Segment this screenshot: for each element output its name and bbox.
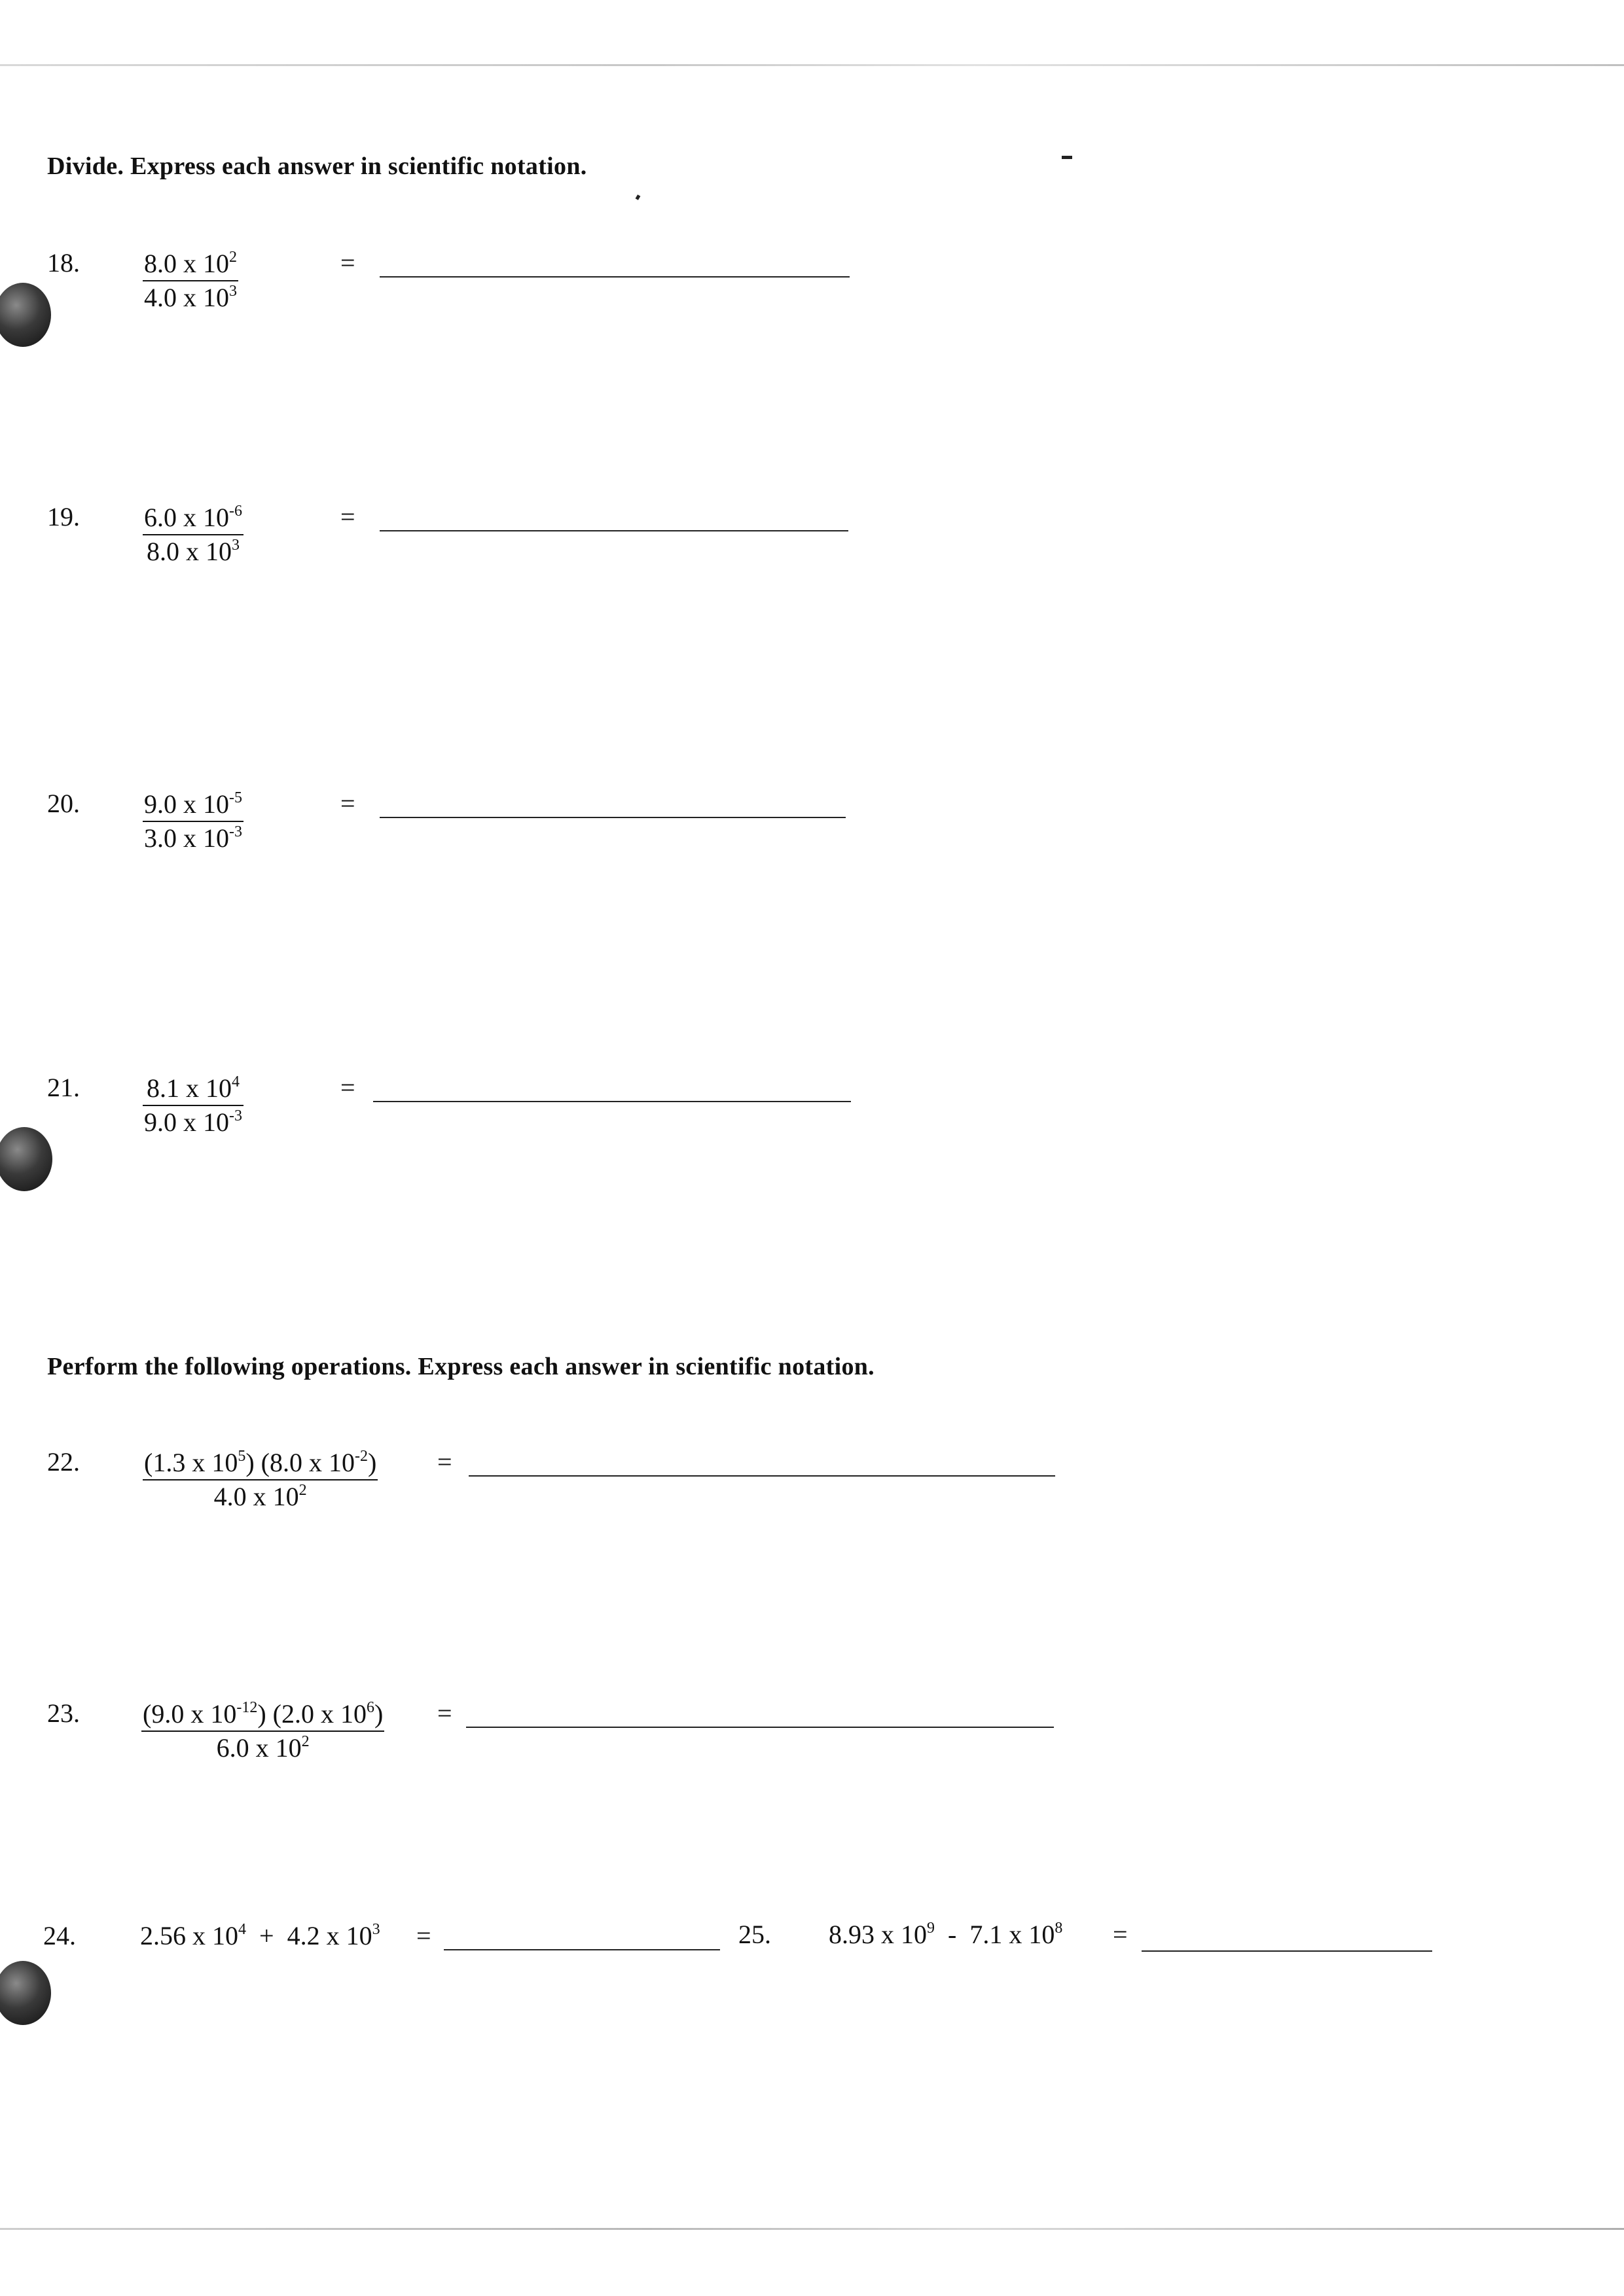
binder-hole-top — [0, 283, 51, 347]
section-operations-instruction: Perform the following operations. Express each answer in scientific notation. — [47, 1353, 875, 1380]
stray-mark-dot — [636, 194, 641, 200]
denominator: 4.0 x $10^3$ — [144, 283, 237, 312]
numerator: (9.0 x $10^{-12}$) (2.0 x $10^6$) — [141, 1698, 384, 1732]
expression: 2.56 x $10^4 + 4.2$ x $10^3$ — [140, 1921, 380, 1950]
fraction — [143, 1072, 244, 1139]
stray-mark-dash — [1062, 156, 1072, 159]
numerator: 8.0 x $10^2$ — [143, 247, 238, 281]
denominator: 6.0 x $10^2$ — [216, 1733, 310, 1763]
fraction — [143, 247, 238, 314]
denominator: 8.0 x $10^3$ — [147, 537, 240, 566]
problem-number: 18. — [47, 248, 80, 278]
equals-sign: = — [1113, 1920, 1128, 1949]
problem-number: 23. — [47, 1698, 80, 1728]
binder-hole-bottom — [0, 1961, 51, 2025]
numerator: 8.1 x $10^4$ — [143, 1072, 244, 1106]
expression: 8.93 x $10^9 - 7.1$ x $10^8$ — [829, 1920, 1063, 1949]
equals-sign: = — [340, 248, 355, 278]
equals-sign: = — [416, 1921, 431, 1950]
top-scan-edge — [0, 64, 1624, 66]
numerator: 6.0 x $10^{-6}$ — [143, 501, 244, 535]
fraction — [141, 1698, 384, 1765]
answer-blank-21[interactable] — [373, 1101, 851, 1102]
denominator: 9.0 x $10^{-3}$ — [144, 1107, 242, 1137]
equals-sign: = — [437, 1698, 452, 1728]
numerator: (1.3 x $10^5$) (8.0 x $10^{-2}$) — [143, 1446, 378, 1480]
problem-number: 19. — [47, 502, 80, 531]
answer-blank-18[interactable] — [380, 276, 850, 278]
equals-sign: = — [437, 1447, 452, 1477]
numerator: 9.0 x $10^{-5}$ — [143, 788, 244, 822]
binder-hole-middle — [0, 1127, 52, 1191]
equals-sign: = — [340, 1073, 355, 1102]
answer-blank-22[interactable] — [469, 1475, 1055, 1477]
problem-number: 24. — [43, 1921, 76, 1950]
problem-number: 21. — [47, 1073, 80, 1102]
equals-sign: = — [340, 502, 355, 531]
answer-blank-20[interactable] — [380, 817, 846, 818]
denominator: 3.0 x $10^{-3}$ — [144, 823, 242, 853]
bottom-scan-edge — [0, 2228, 1624, 2230]
answer-blank-23[interactable] — [466, 1727, 1054, 1728]
problem-number: 20. — [47, 789, 80, 818]
equals-sign: = — [340, 789, 355, 818]
section-divide-instruction: Divide. Express each answer in scientific notation. — [47, 152, 587, 180]
fraction — [143, 1446, 378, 1513]
fraction — [143, 788, 244, 855]
fraction — [143, 501, 244, 568]
answer-blank-19[interactable] — [380, 530, 848, 531]
problem-number: 25. — [738, 1920, 771, 1949]
answer-blank-25[interactable] — [1142, 1950, 1432, 1952]
denominator: 4.0 x $10^2$ — [213, 1482, 307, 1511]
answer-blank-24[interactable] — [444, 1949, 720, 1950]
problem-number: 22. — [47, 1447, 80, 1477]
